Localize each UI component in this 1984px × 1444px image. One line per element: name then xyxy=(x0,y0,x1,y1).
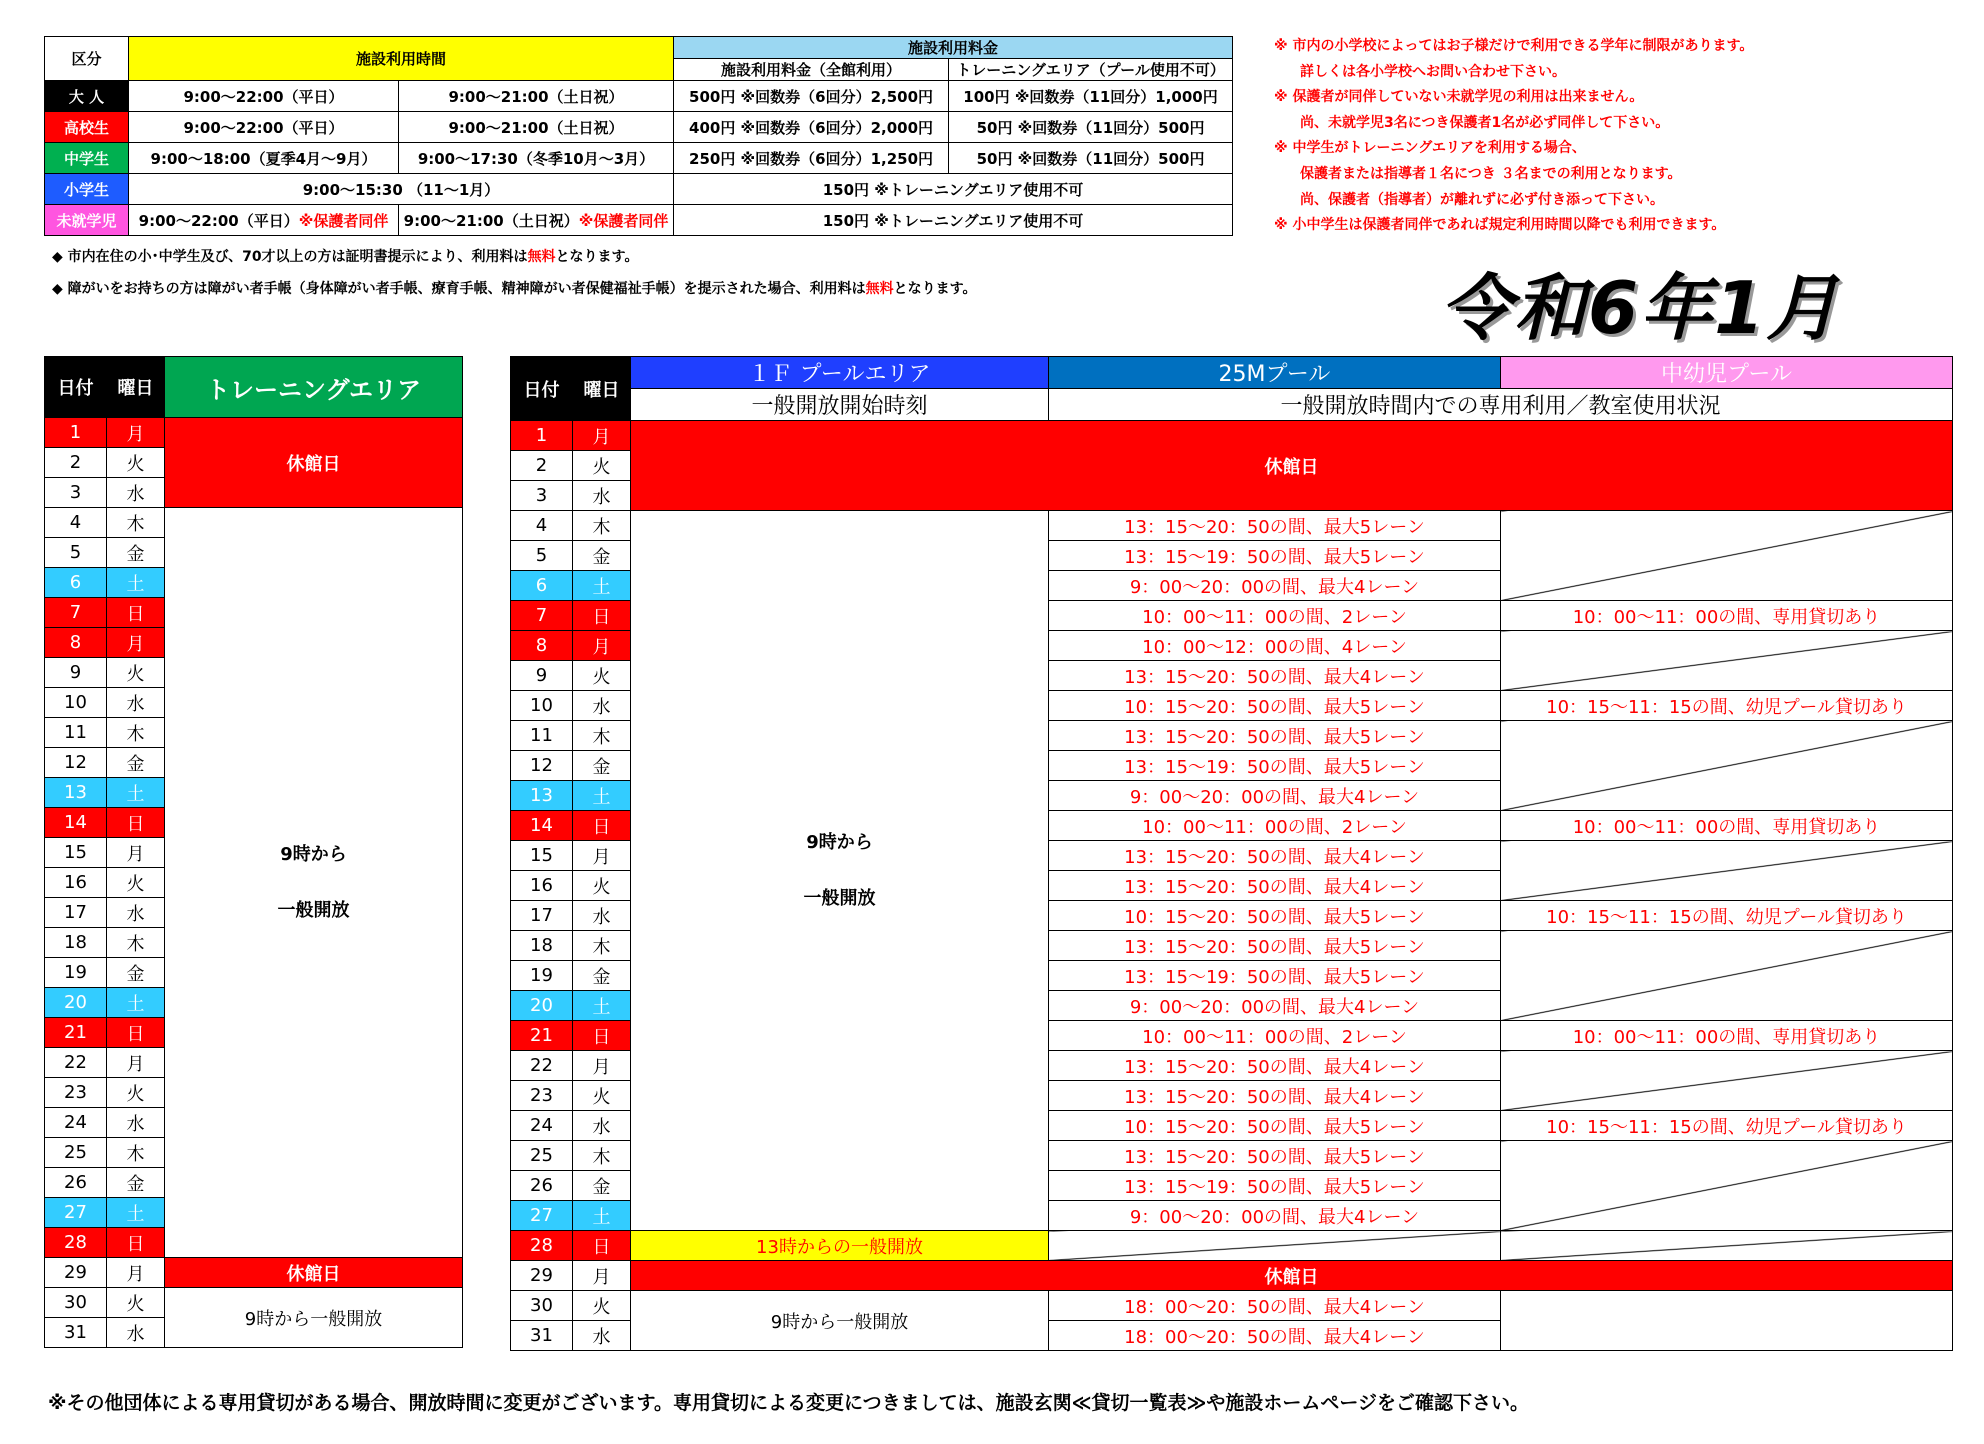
adult-time-weekday: 9:00～22:00（平日） xyxy=(129,81,399,112)
date-cell: 18 xyxy=(511,931,573,961)
pool25-usage-cell: 18：00～20：50の間、最大4レーン xyxy=(1049,1321,1501,1351)
date-cell: 18 xyxy=(45,928,107,958)
pool25-usage-cell: 13：15～19：50の間、最大5レーン xyxy=(1049,961,1501,991)
date-cell: 16 xyxy=(45,868,107,898)
closed-cell: 休館日 xyxy=(165,1258,463,1288)
kids-pool-empty-cell xyxy=(1501,931,1953,1021)
kubun-header: 区分 xyxy=(45,37,129,81)
date-cell: 3 xyxy=(511,481,573,511)
preschool-time-weekday-text: 9:00～22:00（平日） xyxy=(138,211,299,230)
date-cell: 5 xyxy=(45,538,107,568)
note-line: ※ 保護者が同伴していない未就学児の利用は出来ません。 xyxy=(1274,89,1644,106)
fee-sub-all: 施設利用料金（全館利用） xyxy=(674,59,949,81)
date-cell: 20 xyxy=(511,991,573,1021)
footer-note: ※その他団体による専用貸切がある場合、開放時間に変更がございます。専用貸切による変更につきましては、施設玄関≪貸切一覧表≫や施設ホームページをご確認下さい。 xyxy=(48,1392,1529,1414)
weekday-cell: 月 xyxy=(573,1051,631,1081)
weekday-cell: 火 xyxy=(107,1288,165,1318)
kids-pool-usage-cell: 10：15～11：15の間、幼児プール貸切あり xyxy=(1501,691,1953,721)
guardian-note: ※保護者同伴 xyxy=(298,211,389,230)
weekday-cell: 火 xyxy=(573,1291,631,1321)
kids-pool-usage-cell: 10：00～11：00の間、専用貸切あり xyxy=(1501,1021,1953,1051)
weekday-cell: 金 xyxy=(573,541,631,571)
note-line: ※ 中学生がトレーニングエリアを利用する場合、 xyxy=(1274,140,1586,157)
kids-pool-empty-cell xyxy=(1501,1231,1953,1261)
weekday-cell: 火 xyxy=(107,1078,165,1108)
weekday-cell: 木 xyxy=(107,508,165,538)
date-cell: 14 xyxy=(511,811,573,841)
pool-schedule-table xyxy=(510,356,1953,1351)
note-line: 尚、未就学児3名につき保護者1名が必ず同伴して下さい。 xyxy=(1300,114,1670,131)
weekday-cell: 日 xyxy=(107,598,165,628)
pool25-usage-cell: 13：15～20：50の間、最大4レーン xyxy=(1049,871,1501,901)
pool25-usage-cell: 13：15～20：50の間、最大4レーン xyxy=(1049,841,1501,871)
weekday-cell: 金 xyxy=(107,1168,165,1198)
preschool-time-weekend xyxy=(399,205,674,236)
high-fee-all: 400円 ※回数券（6回分）2,000円 xyxy=(674,112,949,143)
high-time-weekday: 9:00～22:00（平日） xyxy=(129,112,399,143)
date-cell: 29 xyxy=(511,1261,573,1291)
weekday-cell: 金 xyxy=(107,748,165,778)
fee-table xyxy=(44,36,1233,236)
date-cell: 17 xyxy=(45,898,107,928)
pool25-usage-cell: 13：15～19：50の間、最大5レーン xyxy=(1049,751,1501,781)
day-row xyxy=(511,1261,1953,1291)
pool25-usage-cell: 9：00～20：00の間、最大4レーン xyxy=(1049,571,1501,601)
weekday-cell: 土 xyxy=(573,781,631,811)
date-cell: 2 xyxy=(45,448,107,478)
general-open-cell: 9時から一般開放 xyxy=(631,1291,1049,1351)
weekday-cell: 月 xyxy=(573,841,631,871)
open-line-2: 一般開放 xyxy=(277,899,350,921)
weekday-cell: 土 xyxy=(573,1201,631,1231)
weekday-cell: 水 xyxy=(107,478,165,508)
day-row xyxy=(45,508,463,538)
weekday-cell: 水 xyxy=(573,1111,631,1141)
general-open-cell xyxy=(631,511,1049,1231)
date-cell: 2 xyxy=(511,451,573,481)
weekday-cell: 水 xyxy=(107,898,165,928)
note-free: 無料 xyxy=(527,249,556,265)
date-cell: 31 xyxy=(511,1321,573,1351)
weekday-cell: 月 xyxy=(573,421,631,451)
weekday-cell: 月 xyxy=(107,628,165,658)
pool25-empty-cell xyxy=(1049,1231,1501,1261)
kids-pool-usage-cell: 10：00～11：00の間、専用貸切あり xyxy=(1501,811,1953,841)
pool25-usage-cell: 13：15～20：50の間、最大5レーン xyxy=(1049,931,1501,961)
weekday-cell: 月 xyxy=(573,1261,631,1291)
weekday-cell: 水 xyxy=(107,688,165,718)
date-cell: 6 xyxy=(45,568,107,598)
note-text: ◆ 障がいをお持ちの方は障がい者手帳（身体障がい者手帳、療育手帳、精神障がい者保健福祉手帳）を提示された場合、利用料は xyxy=(52,281,866,297)
date-cell: 3 xyxy=(45,478,107,508)
weekday-cell: 火 xyxy=(573,871,631,901)
date-cell: 24 xyxy=(45,1108,107,1138)
weekday-cell: 土 xyxy=(107,778,165,808)
weekday-cell: 火 xyxy=(573,451,631,481)
weekday-cell: 水 xyxy=(573,1321,631,1351)
row-label-high: 高校生 xyxy=(45,112,129,143)
date-cell: 7 xyxy=(511,601,573,631)
row-label-elementary: 小学生 xyxy=(45,174,129,205)
kids-pool-empty-cell xyxy=(1501,511,1953,601)
date-cell: 21 xyxy=(45,1018,107,1048)
middle-time-summer: 9:00～18:00（夏季4月～9月） xyxy=(129,143,399,174)
date-cell: 24 xyxy=(511,1111,573,1141)
weekday-cell: 火 xyxy=(107,868,165,898)
date-cell: 12 xyxy=(511,751,573,781)
pool-area-subheader: 一般開放開始時刻 xyxy=(631,389,1049,421)
weekday-cell: 木 xyxy=(573,721,631,751)
training-header: トレーニングエリア xyxy=(165,357,463,418)
day-row xyxy=(511,1291,1953,1321)
weekday-cell: 日 xyxy=(573,1231,631,1261)
fee-header: 施設利用料金 xyxy=(674,37,1233,59)
closed-cell: 休館日 xyxy=(631,1261,1953,1291)
adult-fee-training: 100円 ※回数券（11回分）1,000円 xyxy=(949,81,1233,112)
closed-cell: 休館日 xyxy=(631,421,1953,511)
note-free-students xyxy=(52,246,638,266)
date-cell: 10 xyxy=(511,691,573,721)
date-cell: 13 xyxy=(45,778,107,808)
date-cell: 13 xyxy=(511,781,573,811)
weekday-cell: 火 xyxy=(573,1081,631,1111)
date-cell: 27 xyxy=(45,1198,107,1228)
date-cell: 21 xyxy=(511,1021,573,1051)
weekday-cell: 木 xyxy=(573,931,631,961)
weekday-cell: 月 xyxy=(107,418,165,448)
pool25-header: 25Mプール xyxy=(1049,357,1501,389)
date-cell: 10 xyxy=(45,688,107,718)
date-header: 日付 xyxy=(511,357,573,421)
adult-time-weekend: 9:00～21:00（土日祝） xyxy=(399,81,674,112)
pool25-usage-cell: 13：15～19：50の間、最大5レーン xyxy=(1049,541,1501,571)
date-cell: 30 xyxy=(511,1291,573,1321)
day-row xyxy=(45,418,463,448)
kids-pool-empty-cell xyxy=(1501,841,1953,901)
weekday-cell: 土 xyxy=(107,1198,165,1228)
note-free-disability xyxy=(52,278,977,298)
kids-pool-header: 中幼児プール xyxy=(1501,357,1953,389)
preschool-fee: 150円 ※トレーニングエリア使用不可 xyxy=(674,205,1233,236)
weekday-cell: 日 xyxy=(107,808,165,838)
row-label-middle: 中学生 xyxy=(45,143,129,174)
general-open-cell xyxy=(165,508,463,1258)
pool25-usage-cell: 10：00～11：00の間、2レーン xyxy=(1049,601,1501,631)
date-cell: 11 xyxy=(45,718,107,748)
weekday-cell: 日 xyxy=(107,1228,165,1258)
note-line: 詳しくは各小学校へお問い合わせ下さい。 xyxy=(1300,63,1566,80)
weekday-cell: 水 xyxy=(107,1318,165,1348)
date-cell: 22 xyxy=(511,1051,573,1081)
date-cell: 15 xyxy=(45,838,107,868)
training-schedule-table xyxy=(44,356,463,1348)
pool25-usage-cell: 18：00～20：50の間、最大4レーン xyxy=(1049,1291,1501,1321)
open-line-1: 9時から xyxy=(280,843,347,865)
day-row xyxy=(511,511,1953,541)
notes-right xyxy=(1274,34,1753,239)
high-time-weekend: 9:00～21:00（土日祝） xyxy=(399,112,674,143)
note-free: 無料 xyxy=(865,281,894,297)
weekday-cell: 木 xyxy=(107,928,165,958)
kids-pool-empty-cell xyxy=(1501,631,1953,691)
date-cell: 23 xyxy=(45,1078,107,1108)
date-cell: 19 xyxy=(511,961,573,991)
date-cell: 9 xyxy=(45,658,107,688)
pool25-usage-cell: 10：15～20：50の間、最大5レーン xyxy=(1049,901,1501,931)
weekday-cell: 火 xyxy=(107,448,165,478)
weekday-cell: 月 xyxy=(573,631,631,661)
open-13-cell: 13時からの一般開放 xyxy=(631,1231,1049,1261)
date-cell: 4 xyxy=(45,508,107,538)
fee-sub-training: トレーニングエリア（プール使用不可） xyxy=(949,59,1233,81)
middle-fee-all: 250円 ※回数券（6回分）1,250円 xyxy=(674,143,949,174)
pool25-usage-cell: 13：15～20：50の間、最大4レーン xyxy=(1049,1051,1501,1081)
date-cell: 20 xyxy=(45,988,107,1018)
weekday-cell: 月 xyxy=(107,1048,165,1078)
weekday-cell: 日 xyxy=(107,1018,165,1048)
date-cell: 30 xyxy=(45,1288,107,1318)
weekday-cell: 水 xyxy=(573,481,631,511)
weekday-cell: 土 xyxy=(573,991,631,1021)
middle-time-winter: 9:00～17:30（冬季10月～3月） xyxy=(399,143,674,174)
weekday-cell: 土 xyxy=(107,988,165,1018)
date-cell: 7 xyxy=(45,598,107,628)
day-row xyxy=(45,1258,463,1288)
kids-pool-usage-cell: 10：00～11：00の間、専用貸切あり xyxy=(1501,601,1953,631)
date-cell: 23 xyxy=(511,1081,573,1111)
weekday-cell: 木 xyxy=(573,511,631,541)
date-cell: 26 xyxy=(45,1168,107,1198)
pool25-usage-cell: 10：15～20：50の間、最大5レーン xyxy=(1049,691,1501,721)
weekday-cell: 土 xyxy=(107,568,165,598)
middle-fee-training: 50円 ※回数券（11回分）500円 xyxy=(949,143,1233,174)
date-header: 日付 xyxy=(45,357,107,418)
pool25-usage-cell: 9：00～20：00の間、最大4レーン xyxy=(1049,991,1501,1021)
date-cell: 14 xyxy=(45,808,107,838)
weekday-cell: 火 xyxy=(573,661,631,691)
kids-pool-usage-cell: 10：15～11：15の間、幼児プール貸切あり xyxy=(1501,901,1953,931)
weekday-cell: 日 xyxy=(573,811,631,841)
date-cell: 22 xyxy=(45,1048,107,1078)
elementary-fee: 150円 ※トレーニングエリア使用不可 xyxy=(674,174,1233,205)
pool-area-header: １Ｆ プールエリア xyxy=(631,357,1049,389)
note-line: ※ 小中学生は保護者同伴であれば規定利用時間以降でも利用できます。 xyxy=(1274,217,1726,234)
pool25-usage-cell: 9：00～20：00の間、最大4レーン xyxy=(1049,1201,1501,1231)
weekday-cell: 日 xyxy=(573,1021,631,1051)
pool25-usage-cell: 13：15～19：50の間、最大5レーン xyxy=(1049,1171,1501,1201)
note-text: となります。 xyxy=(893,281,977,297)
pool25-usage-cell: 10：00～11：00の間、2レーン xyxy=(1049,1021,1501,1051)
weekday-cell: 月 xyxy=(107,1258,165,1288)
note-text: となります。 xyxy=(555,249,639,265)
row-label-adult: 大 人 xyxy=(45,81,129,112)
date-cell: 8 xyxy=(45,628,107,658)
open-line-1: 9時から xyxy=(806,831,873,853)
weekday-header: 曜日 xyxy=(573,357,631,421)
kids-pool-empty-cell xyxy=(1501,721,1953,811)
note-text: ◆ 市内在住の小･中学生及び、70才以上の方は証明書提示により、利用料は xyxy=(52,249,528,265)
weekday-cell: 木 xyxy=(107,1138,165,1168)
day-row xyxy=(45,1288,463,1318)
weekday-cell: 日 xyxy=(573,601,631,631)
day-row xyxy=(511,1231,1953,1261)
date-cell: 8 xyxy=(511,631,573,661)
kids-pool-empty-cell xyxy=(1501,1141,1953,1231)
date-cell: 27 xyxy=(511,1201,573,1231)
pool25-usage-cell: 10：00～12：00の間、4レーン xyxy=(1049,631,1501,661)
pool25-usage-cell: 13：15～20：50の間、最大4レーン xyxy=(1049,661,1501,691)
pool25-usage-cell: 13：15～20：50の間、最大5レーン xyxy=(1049,1141,1501,1171)
date-cell: 6 xyxy=(511,571,573,601)
row-label-preschool: 未就学児 xyxy=(45,205,129,236)
weekday-cell: 金 xyxy=(107,538,165,568)
note-line: 尚、保護者（指導者）が離れずに必ず付き添って下さい。 xyxy=(1300,191,1664,208)
date-cell: 5 xyxy=(511,541,573,571)
weekday-cell: 月 xyxy=(107,838,165,868)
time-header: 施設利用時間 xyxy=(129,37,674,81)
date-cell: 29 xyxy=(45,1258,107,1288)
weekday-cell: 金 xyxy=(573,751,631,781)
weekday-cell: 木 xyxy=(573,1141,631,1171)
note-line: ※ 市内の小学校によってはお子様だけで利用できる学年に制限があります。 xyxy=(1274,38,1754,54)
date-cell: 1 xyxy=(511,421,573,451)
weekday-cell: 水 xyxy=(107,1108,165,1138)
weekday-cell: 金 xyxy=(573,1171,631,1201)
kids-pool-empty-cell xyxy=(1501,1291,1953,1351)
date-cell: 28 xyxy=(511,1231,573,1261)
weekday-cell: 水 xyxy=(573,901,631,931)
pool25-usage-cell: 10：00～11：00の間、2レーン xyxy=(1049,811,1501,841)
pool25-usage-cell: 13：15～20：50の間、最大5レーン xyxy=(1049,721,1501,751)
date-cell: 25 xyxy=(511,1141,573,1171)
date-cell: 19 xyxy=(45,958,107,988)
general-open-cell: 9時から一般開放 xyxy=(165,1288,463,1348)
note-line: 保護者または指導者１名につき ３名までの利用となります。 xyxy=(1300,165,1682,182)
weekday-cell: 水 xyxy=(573,691,631,721)
date-cell: 28 xyxy=(45,1228,107,1258)
pool25-usage-cell: 13：15～20：50の間、最大4レーン xyxy=(1049,1081,1501,1111)
weekday-cell: 金 xyxy=(573,961,631,991)
date-cell: 12 xyxy=(45,748,107,778)
kids-pool-usage-cell: 10：15～11：15の間、幼児プール貸切あり xyxy=(1501,1111,1953,1141)
date-cell: 25 xyxy=(45,1138,107,1168)
date-cell: 17 xyxy=(511,901,573,931)
month-title: 令和6年1月 xyxy=(1440,266,1841,350)
preschool-time-weekend-text: 9:00～21:00（土日祝） xyxy=(403,211,579,230)
pool25-usage-cell: 9：00～20：00の間、最大4レーン xyxy=(1049,781,1501,811)
weekday-cell: 木 xyxy=(107,718,165,748)
weekday-header: 曜日 xyxy=(107,357,165,418)
kids-pool-empty-cell xyxy=(1501,1051,1953,1111)
date-cell: 4 xyxy=(511,511,573,541)
usage-subheader: 一般開放時間内での専用利用／教室使用状況 xyxy=(1049,389,1953,421)
weekday-cell: 土 xyxy=(573,571,631,601)
guardian-note: ※保護者同伴 xyxy=(578,211,669,230)
elementary-time: 9:00～15:30 （11～1月） xyxy=(129,174,674,205)
closed-cell: 休館日 xyxy=(165,418,463,508)
date-cell: 31 xyxy=(45,1318,107,1348)
day-row xyxy=(511,421,1953,451)
date-cell: 11 xyxy=(511,721,573,751)
date-cell: 9 xyxy=(511,661,573,691)
pool25-usage-cell: 10：15～20：50の間、最大5レーン xyxy=(1049,1111,1501,1141)
date-cell: 15 xyxy=(511,841,573,871)
date-cell: 26 xyxy=(511,1171,573,1201)
pool25-usage-cell: 13：15～20：50の間、最大5レーン xyxy=(1049,511,1501,541)
preschool-time-weekday xyxy=(129,205,399,236)
date-cell: 16 xyxy=(511,871,573,901)
high-fee-training: 50円 ※回数券（11回分）500円 xyxy=(949,112,1233,143)
open-line-2: 一般開放 xyxy=(803,887,876,909)
date-cell: 1 xyxy=(45,418,107,448)
weekday-cell: 火 xyxy=(107,658,165,688)
weekday-cell: 金 xyxy=(107,958,165,988)
adult-fee-all: 500円 ※回数券（6回分）2,500円 xyxy=(674,81,949,112)
